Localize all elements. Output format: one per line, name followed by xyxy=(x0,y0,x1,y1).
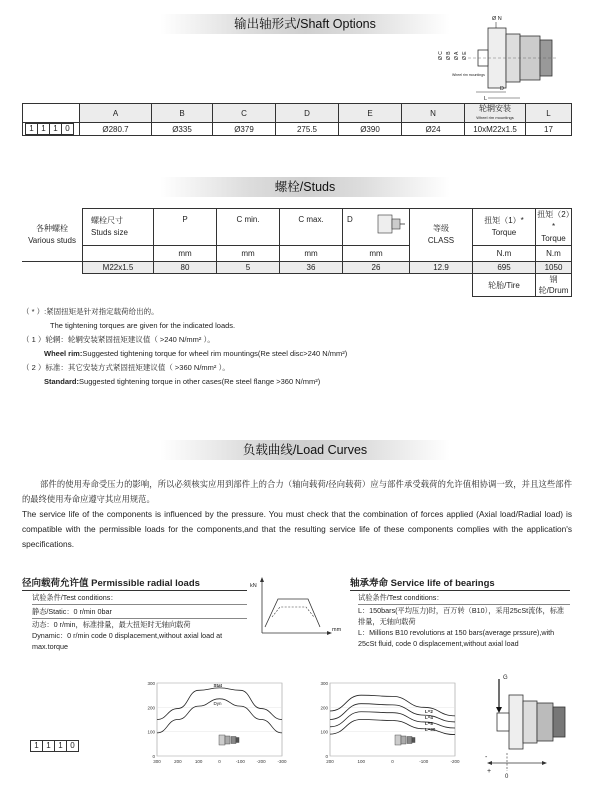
studs-footer-drum: 钢轮/Drum xyxy=(536,274,572,297)
bearing-section xyxy=(350,575,570,649)
shaft-table-header xyxy=(23,104,572,123)
mini-chart-xlabel: mm xyxy=(332,627,342,633)
studs-class-en: CLASS xyxy=(427,236,455,245)
x-tick-label: -200 xyxy=(256,759,266,764)
studs-header-d-label: D xyxy=(347,215,353,224)
shaft-value-wheel-rim: 10xM22x1.5 xyxy=(465,123,526,136)
bearing-cond-1: 试验条件/Test conditions： xyxy=(358,591,570,605)
x-tick-label: -200 xyxy=(450,759,460,764)
motor-icon-part xyxy=(401,736,406,744)
motor-icon-part xyxy=(231,737,236,744)
shaft-header-c: C xyxy=(213,104,276,123)
radial-section xyxy=(22,575,247,652)
bottom-code xyxy=(30,740,79,752)
motor-icon xyxy=(395,735,415,745)
studs-value-row xyxy=(22,262,572,274)
note-2-cn: （ 1 ）轮辋：轮辋安装紧固扭矩建议值（ >240 N/mm² ）。 xyxy=(22,335,215,344)
note-2-en xyxy=(22,347,582,361)
drawing-label-a: Ø A xyxy=(454,51,460,60)
shaft-header-d: D xyxy=(276,104,339,123)
studs-value-torque1: 695 xyxy=(473,262,536,274)
studs-units-blank xyxy=(83,246,154,262)
y-tick-label: 200 xyxy=(320,705,328,711)
studs-torque1-cn: 扭矩（1）* xyxy=(484,216,524,225)
studs-value-size: M22x1.5 xyxy=(83,262,154,274)
radial-cond-4: Dynamic：0 r/min code 0 displacement,without axial load at max.torque xyxy=(32,631,223,651)
studs-table xyxy=(22,208,572,297)
radial-cond-1: 试验条件/Test conditions： xyxy=(32,591,247,605)
shaft-value-a: Ø280.7 xyxy=(80,123,152,136)
studs-col0 xyxy=(22,209,83,262)
motor-icon-part xyxy=(219,735,225,745)
motor-icon-part xyxy=(225,736,230,744)
bearing-drawing xyxy=(485,675,575,780)
radial-heading-cn: 径向载荷允许值 xyxy=(22,578,89,589)
note-1-cn: （ * ）:紧固扭矩是针对指定载荷给出的。 xyxy=(22,307,159,316)
shaft-code xyxy=(25,123,74,135)
bottom-code-digit: 1 xyxy=(43,741,55,751)
series-label: L=8 xyxy=(425,721,433,726)
note-1-en: The tightening torques are given for the indicated loads. xyxy=(50,321,236,330)
studs-title: 螺栓/Studs xyxy=(160,177,450,197)
studs-torque1-header xyxy=(473,209,536,246)
bottom-code-digit: 1 xyxy=(55,741,67,751)
studs-value-cmax: 36 xyxy=(280,262,343,274)
studs-value-d: 26 xyxy=(343,262,410,274)
note-2-en-text: Suggested tightening torque for wheel rim mountings(Re steel disc>240 N/mm²) xyxy=(82,349,348,358)
plot-frame xyxy=(330,683,455,756)
studs-size-en: Studs size xyxy=(91,228,128,237)
studs-unit-torque1: N.m xyxy=(473,246,536,262)
shaft-header-blank xyxy=(23,104,80,123)
drawing-label-c: Ø C xyxy=(438,51,444,60)
bearing-cond-2: L：150bars(平均压力)时，百万转（B10），采用25cSt流体，标准排量，无轴向载荷 xyxy=(358,606,565,626)
shaft-header-n: N xyxy=(402,104,465,123)
shaft-options-title: 输出轴形式/Shaft Options xyxy=(160,14,450,34)
studs-size-cn: 螺栓尺寸 xyxy=(91,216,123,225)
studs-col0-en: Various studs xyxy=(28,235,76,245)
studs-header-p: P xyxy=(154,209,217,246)
shaft-header-b: B xyxy=(152,104,213,123)
bottom-code-digit: 0 xyxy=(70,741,75,750)
x-tick-label: 0 xyxy=(218,759,221,764)
shaft-value-l: 17 xyxy=(526,123,572,136)
shaft-header-wheel-rim xyxy=(465,104,526,123)
shaft-value-e: Ø390 xyxy=(339,123,402,136)
drawing-note: Wheel rim mountings xyxy=(452,73,485,77)
studs-col0-cn: 各种螺栓 xyxy=(36,223,68,233)
bottom-code-digit: 1 xyxy=(31,741,43,751)
y-tick-label: 300 xyxy=(147,681,155,686)
studs-torque2-header xyxy=(536,209,572,246)
y-tick-label: 100 xyxy=(320,729,328,735)
x-tick-label: -100 xyxy=(235,759,245,764)
shaft-code-digit: 1 xyxy=(38,124,50,134)
x-tick-label: 100 xyxy=(194,759,203,764)
y-tick-label: 100 xyxy=(147,729,155,735)
studs-unit-p: mm xyxy=(154,246,217,262)
bearing-heading xyxy=(350,575,570,591)
y-tick-label: 0 xyxy=(325,754,328,759)
shaft-table xyxy=(22,103,572,136)
drawing-label-plus: + xyxy=(487,768,492,775)
motor-icon xyxy=(219,735,239,745)
drawing-label-minus: - xyxy=(485,754,488,761)
studs-footer-tire: 轮胎/Tire xyxy=(473,274,536,297)
studs-unit-d: mm xyxy=(343,246,410,262)
motor-icon-part xyxy=(412,738,415,743)
drawing-label-d: D xyxy=(500,86,504,92)
bearing-life-chart xyxy=(313,678,463,768)
load-paragraph xyxy=(22,477,572,552)
shaft-value-b: Ø335 xyxy=(152,123,213,136)
studs-class-header xyxy=(410,209,473,262)
drawing-label-g: G xyxy=(503,675,508,681)
studs-header-cmax: C max. xyxy=(280,209,343,246)
studs-torque2-en: Torque xyxy=(541,234,566,243)
studs-value-cmin: 5 xyxy=(217,262,280,274)
motor-icon-part xyxy=(395,735,401,745)
studs-size-header xyxy=(83,209,154,246)
studs-unit-cmax: mm xyxy=(280,246,343,262)
series-label: Stat xyxy=(213,682,223,688)
stud-icon xyxy=(374,211,406,237)
y-tick-label: 300 xyxy=(320,681,328,686)
series-label: L=30 xyxy=(425,727,436,732)
radial-heading xyxy=(22,575,247,591)
studs-value-class: 12.9 xyxy=(410,262,473,274)
x-tick-label: -300 xyxy=(277,759,287,764)
note-3-en-text: Suggested tightening torque in other cases(Re steel flange >360 N/mm²) xyxy=(79,377,321,386)
load-paragraph-en: The service life of the components is influenced by the pressure. You must check that the combination of forces applied (Axial load/Radial load) is compatible with the permissible loads for the components,and that the resulting service life of these components complies with the application's specifications. xyxy=(22,509,572,549)
drawing-label-e: Ø E xyxy=(462,51,468,60)
torque-notes xyxy=(22,305,582,389)
y-tick-label: 0 xyxy=(152,754,155,759)
studs-torque1-en: Torque xyxy=(491,228,517,237)
drawing-label-n: Ø N xyxy=(492,16,502,22)
bearing-heading-en: Service life of bearings xyxy=(390,578,495,589)
shaft-header-wheel-rim-cn: 轮辋安装 xyxy=(479,104,511,113)
studs-header-cmin: C min. xyxy=(217,209,280,246)
y-tick-label: 200 xyxy=(147,705,155,711)
shaft-header-l: L xyxy=(526,104,572,123)
motor-icon-part xyxy=(236,738,239,743)
note-2-en-bold: Wheel rim: xyxy=(44,349,83,358)
mini-chart-ylabel: kN xyxy=(250,583,257,589)
x-tick-label: 200 xyxy=(326,759,334,764)
shaft-value-c: Ø379 xyxy=(213,123,276,136)
shaft-drawing xyxy=(438,14,558,102)
bearing-conditions xyxy=(350,591,570,649)
drawing-label-l: L xyxy=(484,96,488,102)
studs-footer-row xyxy=(22,274,572,297)
drawing-label-b: Ø B xyxy=(446,51,452,60)
shaft-code-digit: 1 xyxy=(26,124,38,134)
studs-value-torque2: 1050 xyxy=(536,262,572,274)
x-tick-label: -100 xyxy=(419,759,429,764)
x-tick-label: 300 xyxy=(153,759,161,764)
radial-cond-2: 静态/Static：0 r/min 0bar xyxy=(32,605,247,619)
bearing-cond-3: L：Millions B10 revolutions at 150 bars(average prssure),with 25cSt fluid, code 0 displacement,without axial load xyxy=(358,628,555,648)
load-curves-title: 负载曲线/Load Curves xyxy=(160,440,450,460)
shaft-table-row xyxy=(23,123,572,136)
note-3-en-bold: Standard: xyxy=(44,377,80,386)
radial-load-chart xyxy=(140,678,290,768)
note-3-cn: （ 2 ）标准：其它安装方式紧固扭矩建议值（ >360 N/mm² ）。 xyxy=(22,363,230,372)
shaft-value-n: Ø24 xyxy=(402,123,465,136)
radial-conditions xyxy=(22,591,247,652)
shaft-header-e: E xyxy=(339,104,402,123)
studs-footer-blank xyxy=(22,274,473,297)
shaft-value-d: 275.5 xyxy=(276,123,339,136)
shaft-code-digit: 1 xyxy=(50,124,62,134)
drawing-label-zero: 0 xyxy=(505,774,509,780)
load-paragraph-cn: 部件的使用寿命受压力的影响，所以必须核实应用到部件上的合力（轴向载荷/径向载荷）应与部件承受载荷的允许值相协调一致，并且这些部件的最终使用寿命应遵守其应用规范。 xyxy=(22,479,572,504)
studs-value-blank xyxy=(22,262,83,274)
x-tick-label: 100 xyxy=(357,759,366,764)
studs-header-row xyxy=(22,209,572,246)
x-tick-label: 200 xyxy=(174,759,182,764)
note-3-en xyxy=(22,375,582,389)
studs-units-row xyxy=(22,246,572,262)
series-label: L=2 xyxy=(425,709,433,714)
studs-value-p: 80 xyxy=(154,262,217,274)
mini-load-chart xyxy=(250,577,345,637)
shaft-header-a: A xyxy=(80,104,152,123)
studs-unit-torque2: N.m xyxy=(536,246,572,262)
studs-unit-cmin: mm xyxy=(217,246,280,262)
series-label: Dyn xyxy=(213,700,222,706)
bearing-heading-cn: 轴承寿命 xyxy=(350,578,389,589)
x-tick-label: 0 xyxy=(391,759,394,764)
radial-heading-en: Permissible radial loads xyxy=(91,578,200,589)
studs-torque2-cn: 扭矩（2）* xyxy=(537,210,570,231)
series-label: L=4 xyxy=(425,715,433,720)
studs-header-d xyxy=(343,209,410,246)
shaft-code-cell xyxy=(23,123,80,136)
motor-icon-part xyxy=(407,737,412,744)
radial-cond-3: 动态：0 r/min，标准排量，最大扭矩时无轴向载荷 xyxy=(32,620,191,629)
shaft-code-digit: 0 xyxy=(65,124,70,133)
shaft-header-wheel-rim-en: Wheel rim mountings xyxy=(476,115,514,120)
studs-class-cn: 等级 xyxy=(433,224,449,233)
